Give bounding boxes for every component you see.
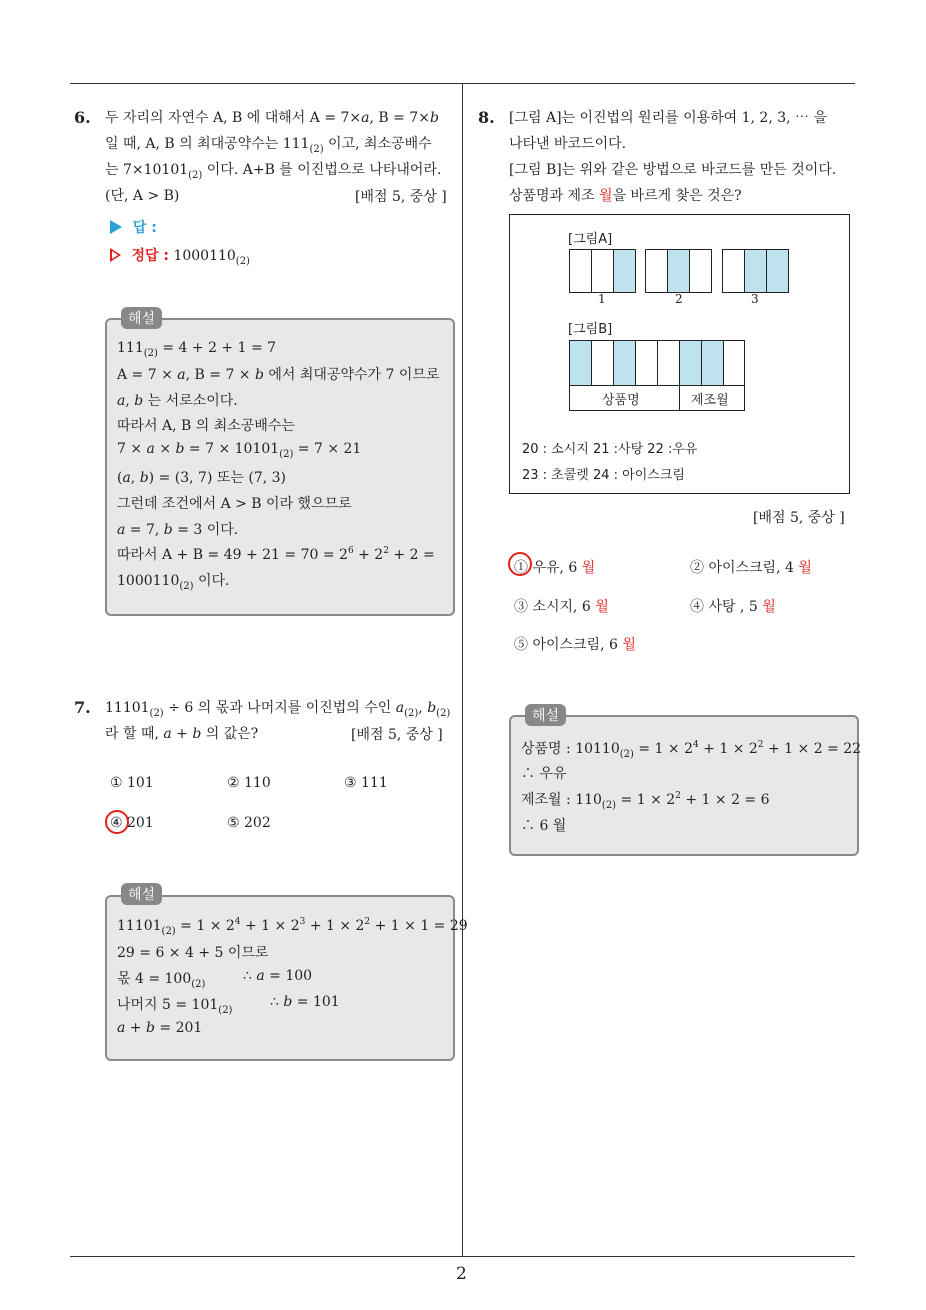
column-divider bbox=[462, 83, 463, 1256]
q8-solution-tag: 해설 bbox=[525, 704, 566, 726]
figB-month-label: 제조월 bbox=[691, 393, 729, 408]
figA-bar bbox=[667, 249, 690, 293]
q6-sol-line5: 7 × 𝑎 × 𝑏 = $7 \times 10101_{(2)} = 7 \times 21$ bbox=[117, 441, 362, 460]
figA-num-1: 1 bbox=[598, 292, 606, 306]
q7-score: [배점 5, 중상 ] bbox=[351, 727, 443, 743]
figB-bar bbox=[679, 340, 702, 386]
q7-sol-line3: 몫 $4 = 100_{(2)}$ bbox=[117, 971, 206, 990]
q8-text-line3: [그림 B]는 위와 같은 방법으로 바코드를 만든 것이다. bbox=[509, 162, 837, 178]
q7-sol-line2: 29 = 6 × 4 + 5 이므로 bbox=[117, 945, 269, 961]
q8-sol-line4: ∴ 6 월 bbox=[521, 818, 567, 834]
q6-number: 6. bbox=[74, 108, 91, 127]
q6-sol-line1: $111_{(2)} = 4 + 2 + 1 = 7$ bbox=[117, 340, 277, 359]
q7-choice-1[interactable]: ① 101 bbox=[110, 775, 154, 791]
bottom-rule bbox=[70, 1256, 855, 1257]
figA-bar bbox=[766, 249, 789, 293]
q7-sol-line3-therefore: ∴ 𝑎 = 100 bbox=[243, 968, 313, 984]
q6-sol-line2: A = 7 × 𝑎, B = 7 × 𝑏 에서 최대공약수가 7 이므로 bbox=[117, 367, 440, 383]
figA-num-2: 2 bbox=[675, 292, 683, 306]
q7-sol-line4: 나머지 $5 = 101_{(2)}$ bbox=[117, 997, 233, 1016]
q8-number: 8. bbox=[478, 108, 495, 127]
figB-bar bbox=[591, 340, 614, 386]
q8-choice-2[interactable]: ② 아이스크림, 4 월 bbox=[690, 560, 812, 576]
q6-answer: 답 : bbox=[110, 217, 157, 237]
q7-choice-5[interactable]: ⑤ 202 bbox=[227, 815, 271, 831]
play-icon bbox=[110, 220, 122, 234]
q6-text-line2: 일 때, A, B 의 최대공약수는 $111_{(2)}$ 이고, 최소공배수 bbox=[105, 136, 432, 155]
figB-label: [그림B] bbox=[568, 322, 613, 337]
figA-bar bbox=[613, 249, 636, 293]
figure-legend-line1: 20 : 소시지 21 :사탕 22 :우유 bbox=[522, 442, 698, 457]
figA-label: [그림A] bbox=[568, 232, 613, 247]
figA-bar bbox=[591, 249, 614, 293]
q7-sol-line5: 𝑎 + 𝑏 = 201 bbox=[117, 1020, 203, 1036]
figB-bar bbox=[701, 340, 724, 386]
q7-text-line1: $11101_{(2)} \div 6$ 의 몫과 나머지를 이진법의 수인 𝑎$_{(2)}$, 𝑏$_{(2)}$ bbox=[105, 700, 451, 719]
q6-correct: 정답 : $1000110_{(2)}$ bbox=[110, 245, 250, 267]
q7-choice-2[interactable]: ② 110 bbox=[227, 775, 271, 791]
q6-sol-line8: 𝑎 = 7, 𝑏 = 3 이다. bbox=[117, 522, 239, 538]
q6-sol-line9: 따라서 $A + B = 49 + 21 = 70 = 2^6 + 2^2 + 2$ = bbox=[117, 546, 435, 563]
q8-text-line2: 나타낸 바코드이다. bbox=[509, 136, 627, 152]
q8-score: [배점 5, 중상 ] bbox=[753, 510, 845, 526]
figB-name-label: 상품명 bbox=[602, 393, 640, 408]
q8-choice-5[interactable]: ⑤ 아이스크림, 6 월 bbox=[514, 637, 636, 653]
q6-text-line1: 두 자리의 자연수 A, B 에 대해서 A = 7×𝑎, B = 7×𝑏 bbox=[105, 110, 439, 126]
q8-text-line1: [그림 A]는 이진법의 원리를 이용하여 1, 2, 3, ⋯ 을 bbox=[509, 110, 828, 126]
q7-number: 7. bbox=[74, 698, 91, 717]
figA-bar bbox=[689, 249, 712, 293]
triangle-outline-icon bbox=[110, 248, 121, 262]
q8-sol-line2: ∴ 우유 bbox=[521, 766, 567, 782]
figB-bar bbox=[657, 340, 680, 386]
page-number: 2 bbox=[456, 1264, 467, 1284]
figA-num-3: 3 bbox=[751, 292, 759, 306]
q6-text-line4: (단, A > B) bbox=[105, 188, 180, 204]
figB-bar bbox=[723, 340, 745, 386]
q6-sol-line10: $1000110_{(2)}$ 이다. bbox=[117, 573, 230, 592]
q6-text-line3: 는 $7\times 10101_{(2)}$ 이다. A+B 를 이진법으로 나타내어라. bbox=[105, 162, 442, 181]
q7-solution-tag: 해설 bbox=[121, 883, 162, 905]
q6-sol-line4: 따라서 A, B 의 최소공배수는 bbox=[117, 418, 295, 434]
figA-bar bbox=[744, 249, 767, 293]
q6-score: [배점 5, 중상 ] bbox=[355, 189, 447, 205]
figA-bar bbox=[645, 249, 668, 293]
figB-bar bbox=[569, 340, 592, 386]
q7-sol-line1: $11101_{(2)} = 1 \times 2^4 + 1 \times 2^3 + 1 \times 2^2 + 1 \times 1 = 29$ bbox=[117, 917, 468, 937]
figB-bar bbox=[613, 340, 636, 386]
figB-bar bbox=[635, 340, 658, 386]
figure-legend-line2: 23 : 초콜렛 24 : 아이스크림 bbox=[522, 468, 685, 483]
q8-sol-line3: 제조월 : $110_{(2)} = 1 \times 2^2 + 1 \times 2 = 6$ bbox=[521, 791, 770, 811]
q8-sol-line1: 상품명 : $10110_{(2)} = 1 \times 2^4 + 1 \times 2^2 + 1 \times 2 = 22$ bbox=[521, 740, 862, 760]
q7-sol-line4-therefore: ∴ 𝑏 = 101 bbox=[270, 994, 340, 1010]
q7-text-line2: 라 할 때, 𝑎 + 𝑏 의 값은? bbox=[105, 726, 259, 742]
q8-choice-3[interactable]: ③ 소시지, 6 월 bbox=[514, 599, 609, 615]
q7-selected-mark bbox=[105, 810, 129, 834]
q6-sol-line7: 그런데 조건에서 A > B 이라 했으므로 bbox=[117, 496, 352, 512]
figA-bar bbox=[722, 249, 745, 293]
q7-choice-3[interactable]: ③ 111 bbox=[344, 775, 388, 791]
q7-choice-4[interactable]: ④ 201 bbox=[110, 815, 154, 831]
q8-choice-1[interactable]: ① 우유, 6 월 bbox=[514, 560, 596, 576]
q6-sol-line6: (𝑎, 𝑏) = (3, 7) 또는 (7, 3) bbox=[117, 470, 286, 486]
q8-choice-4[interactable]: ④ 사탕 , 5 월 bbox=[690, 599, 776, 615]
figA-bar bbox=[569, 249, 592, 293]
q6-sol-line3: 𝑎, 𝑏 는 서로소이다. bbox=[117, 393, 238, 409]
q8-selected-mark bbox=[508, 552, 532, 576]
q8-text-line4: 상품명과 제조 월을 바르게 찾은 것은? bbox=[509, 188, 742, 204]
q6-solution-tag: 해설 bbox=[121, 307, 162, 329]
